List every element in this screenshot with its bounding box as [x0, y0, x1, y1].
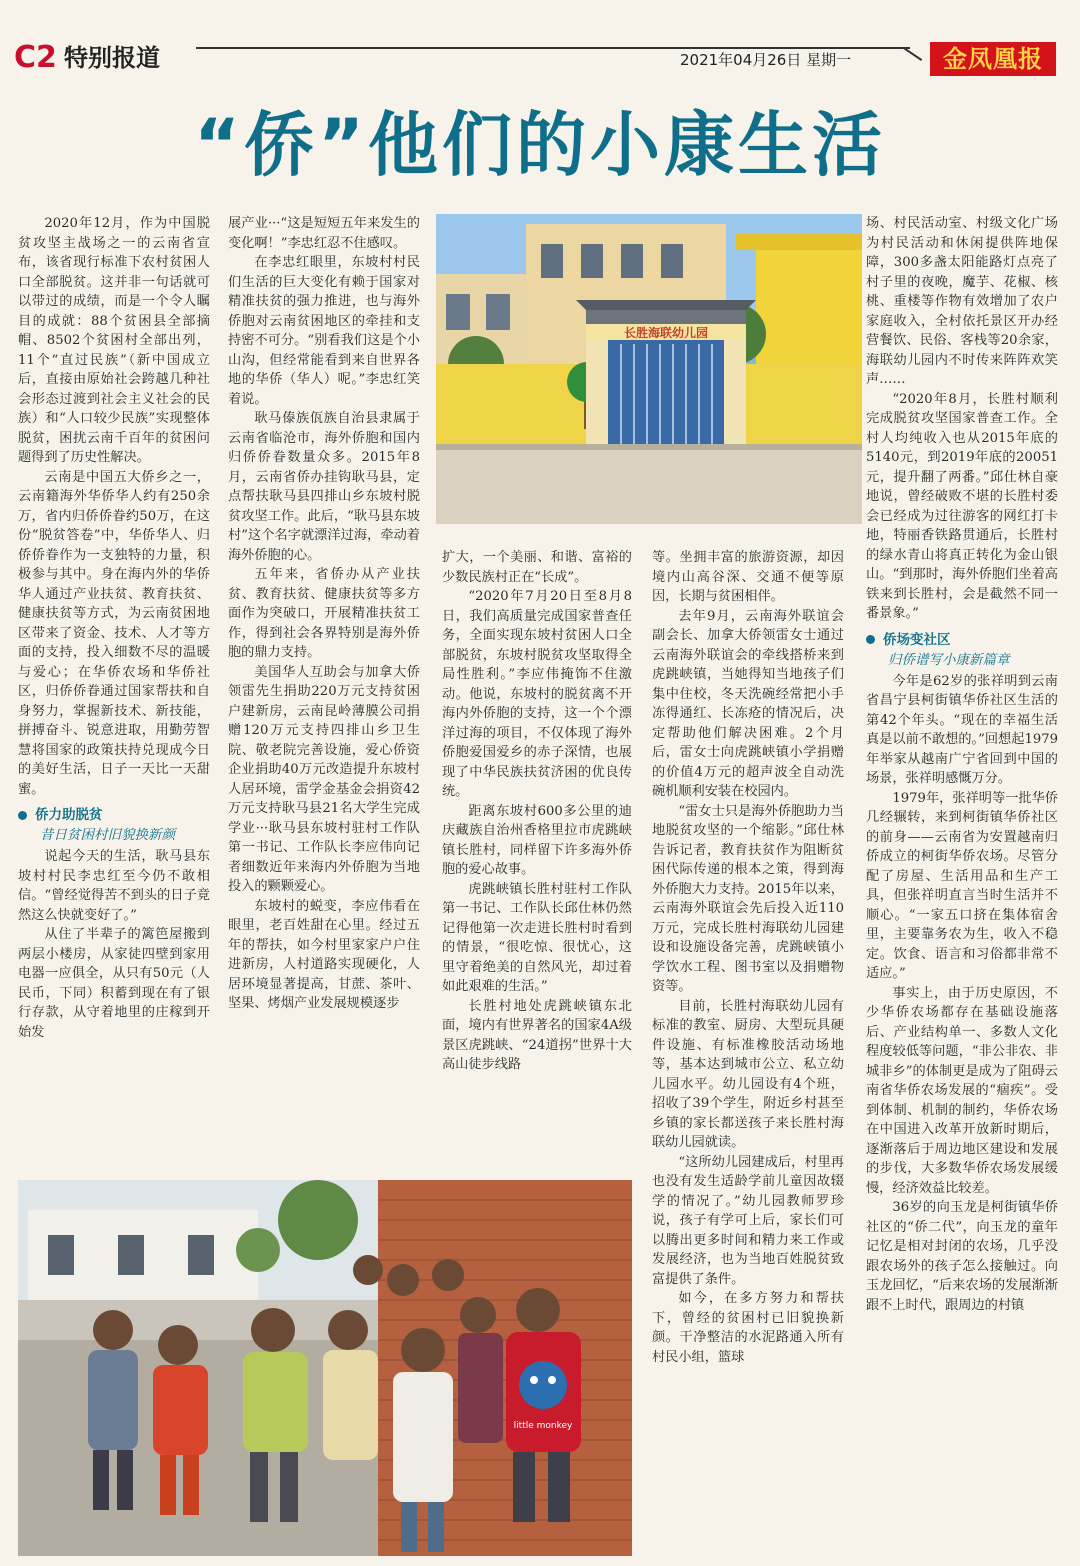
subhead-kicker [866, 630, 1058, 650]
column-4 [652, 548, 844, 1544]
paragraph: 虎跳峡镇长胜村驻村工作队第一书记、工作队长邱仕林仍然记得他第一次走进长胜村时看到的情景，“很吃惊、很忧心，这里守着绝美的自然风光，却过着如此艰难的生活。” [442, 881, 632, 994]
bullet-dot-icon [866, 635, 875, 644]
column-5 [866, 214, 1058, 1544]
paragraph: “2020年8月，长胜村顺利完成脱贫攻坚国家普查工作。全村人均纯收入也从2015年底的5140元，到2019年底的20051元，提升翻了两番。”邱仕林自豪地说，曾经破败不堪的长胜村委会已经成为过往游客的网红打卡地，特丽香铁路贯通后，长胜村的绿水青山将真正转化为金山银山。“到那时，海外侨胞们坐着高铁来到长胜村，会是截然不同一番景象。” [866, 391, 1058, 621]
paragraph: 1979年，张祥明等一批华侨几经辗转，来到柯街镇华侨社区的前身——云南省为安置越南归侨成立的柯街华侨农场。尽管分配了房屋、生活用品和生产工具，但张祥明直言当时生活并不顺心。“一家五口挤在集体宿舍里，主要靠务农为生，收入不稳定。饮食、语言和习俗都非常不适应。” [866, 790, 1058, 981]
paragraph: 目前，长胜村海联幼儿园有标准的教室、厨房、大型玩具硬件设施、有标准橡胶活动场地等，基本达到城市公立、私立幼儿园水平。幼儿园设有4个班，招收了39个学生，附近乡村甚至乡镇的家长都送孩子来长胜村海联幼儿园就读。 [652, 998, 844, 1150]
paragraph: 云南是中国五大侨乡之一，云南籍海外华侨华人约有250余万，省内归侨侨眷约50万，在这份“脱贫答卷”中，华侨华人、归侨侨眷作为一支独特的力量，积极参与其中。身在海内外的华侨华人通过产业扶贫、教育扶贫、健康扶贫等方式，为云南贫困地区带来了资金、技术、人才等方面的支持，投入细数不尽的温暖与爱心；在华侨农场和华侨社区，归侨侨眷通过国家帮扶和自身努力，掌握新技术、新技能，拼搏奋斗、锐意进取，用勤劳智慧将国家的政策扶持兑现成今日的美好生活，日子一天比一天甜蜜。 [18, 469, 210, 797]
paragraph: 美国华人互助会与加拿大侨领雷先生捐助220万元支持贫困户建新房，云南昆岭薄膜公司捐赠120万元支持四排山乡卫生院、敬老院完善设施，爱心侨资企业捐助40万元改造提升东坡村人居环境，雷学金基金会捐资42万元支持耿马县21名大学生完成学业···耿马县东坡村驻村工作队第一书记、工作队长李应伟向记者细数近年来海内外侨胞为当地投入的颗颗爱心。 [228, 664, 420, 894]
subhead-block [18, 805, 210, 845]
paragraph: 五年来，省侨办从产业扶贫、教育扶贫、健康扶贫等多方面作为突破口，开展精准扶贫工作，得到社会各界特别是海外侨胞的鼎力支持。 [228, 567, 420, 660]
paragraph: 今年是62岁的张祥明到云南省昌宁县柯街镇华侨社区生活的第42个年头。“现在的幸福生活真是以前不敢想的。”回想起1979年举家从越南广宁省回到中国的场景，张祥明感慨万分。 [866, 673, 1058, 786]
section-title: 特别报道 [64, 44, 160, 72]
paragraph: 东坡村的蜕变，李应伟看在眼里，老百姓甜在心里。经过五年的帮扶，如今村里家家户户住进新房，人村道路实现硬化，人居环境显著提高，甘蔗、茶叶、坚果、烤烟产业发展规模逐步 [228, 898, 420, 1011]
paragraph: “2020年7月20日至8月8日，我们高质量完成国家普查任务，全面实现东坡村贫困人口全部脱贫，东坡村脱贫攻坚取得全局性胜利。”李应伟掩饰不住激动。他说，东坡村的脱贫离不开海内外侨胞的支持，这一个个漂洋过海的项目，不仅体现了海外侨胞爱国爱乡的赤子深情，也展现了中华民族扶贫济困的优良传统。 [442, 589, 632, 799]
paragraph: 如今，在多方努力和帮扶下，曾经的贫困村已旧貌换新颜。干净整洁的水泥路通入所有村民小组，篮球 [652, 1291, 844, 1365]
paragraph: 事实上，由于历史原因，不少华侨农场都存在基础设施落后、产业结构单一、多数人文化程度较低等问题，“非公非农、非城非乡”的体制更是成为了阻碍云南省华侨农场发展的“痼疾”。受到体制、机制的制约，华侨农场在中国进入改革开放新时期后，逐渐落后于周边地区建设和发展的步伐，大多数华侨农场发展缓慢，经济效益比较差。 [866, 985, 1058, 1196]
bullet-dot-icon [18, 811, 27, 820]
subhead-kicker-text: 侨力助脱贫 [35, 807, 103, 823]
subhead-kicker [18, 805, 210, 825]
header-rule [196, 47, 910, 49]
paragraph: 2020年12月，作为中国脱贫攻坚主战场之一的云南省宣布，该省现行标准下农村贫困人口全部脱贫。这并非一句话就可以带过的成绩，而是一个令人瞩目的成就：88个贫困县全部摘帽、8502个贫困村全部出列，11个“直过民族”（新中国成立后，直接由原始社会跨越几种社会形态过渡到社会主义社会的民族）和“人口较少民族”实现整体脱贫，困扰云南千百年的贫困问题得到了历史性解决。 [18, 216, 210, 465]
paragraph: 耿马傣族佤族自治县隶属于云南省临沧市，海外侨胞和国内归侨侨眷数量众多。2015年8月，云南省侨办挂钩耿马县，定点帮扶耿马县四排山乡东坡村脱贫攻坚工作。此后，“耿马县东坡村”这个名字就漂洋过海，牵动着海外侨胞的心。 [228, 411, 420, 563]
paragraph: 距离东坡村600多公里的迪庆藏族自治州香格里拉市虎跳峡镇长胜村，同样留下许多海外侨胞的爱心故事。 [442, 803, 632, 877]
masthead-logo: 金凤凰报 [930, 42, 1056, 76]
paragraph: 扩大，一个美丽、和谐、富裕的少数民族村正在“长成”。 [442, 550, 632, 585]
subhead-kicker-text: 侨场变社区 [883, 631, 951, 648]
paragraph: “雷女士只是海外侨胞助力当地脱贫攻坚的一个缩影。”邱仕林告诉记者，教育扶贫作为阻断贫困代际传递的根本之策，得到海外侨胞大力支持。2015年以来，云南海外联谊会先后投入近110万元，完成长胜村海联幼儿园建设和设施设备完善，虎跳峡镇小学饮水工程、图书室以及捐赠物资等。 [652, 803, 844, 994]
column-3 [442, 548, 632, 1160]
paragraph: 长胜村地处虎跳峡镇东北面，境内有世界著名的国家4A级景区虎跳峡、“24道拐”世界十大高山徒步线路 [442, 998, 632, 1072]
article-headline: “侨”他们的小康生活 [193, 104, 886, 186]
subhead-block [866, 630, 1058, 670]
page-number: C2 [14, 40, 57, 75]
paragraph: 展产业···“这是短短五年来发生的变化啊！”李忠红忍不住感叹。 [228, 216, 420, 251]
paragraph: 场、村民活动室、村级文化广场为村民活动和休闲提供阵地保障，300多盏太阳能路灯点亮了村子里的夜晚，魔芋、花椒、核桃、重楼等作物有效增加了农户家庭收入，全村依托景区开办经营餐饮、民俗、客栈等20余家，海联幼儿园内不时传来阵阵欢笑声…… [866, 216, 1058, 387]
paragraph: “这所幼儿园建成后，村里再也没有发生适龄学前儿童因故辍学的情况了。”幼儿园教师罗珍说，孩子有学可上后，家长们可以腾出更多时间和精力来工作或发展经济，也为当地百姓脱贫致富提供了条件。 [652, 1154, 844, 1287]
paragraph: 说起今天的生活，耿马县东坡村村民李忠红至今仍不敢相信。“曾经觉得苦不到头的日子竟然这么快就变好了。” [18, 849, 210, 923]
paragraph: 36岁的向玉龙是柯街镇华侨社区的“侨二代”，向玉龙的童年记忆是相对封闭的农场，几乎没跟农场外的孩子怎么接触过。向玉龙回忆，“后来农场的发展渐渐跟不上时代，跟周边的村镇 [866, 1200, 1058, 1313]
paragraph: 去年9月，云南海外联谊会副会长、加拿大侨领雷女士通过云南海外联谊会的牵线搭桥来到虎跳峡镇，当她得知当地孩子们集中住校，冬天洗碗经常把小手冻得通红、长冻疮的情况后，决定帮助他们解决困难。2个月后，雷女士向虎跳峡镇小学捐赠的价值4万元的超声波全自动洗碗机顺利安装在校园内。 [652, 608, 844, 799]
kindergarten-photo [436, 214, 862, 524]
subhead-title: 昔日贫困村旧貌换新颜 [40, 827, 175, 843]
signboard-text: 长胜海联幼儿园 [623, 326, 709, 340]
header-rule-slant [903, 47, 922, 61]
column-2 [228, 214, 420, 1160]
paragraph: 从住了半辈子的篱笆屋搬到两层小楼房，从家徒四壁到家用电器一应俱全，从只有50元（人民币，下同）积蓄到现在有了银行存款，从守着地里的庄稼到开始发 [18, 927, 210, 1040]
children-photo [18, 1180, 632, 1556]
subhead-title: 归侨谱写小康新篇章 [888, 651, 1010, 668]
paragraph: 在李忠红眼里，东坡村村民们生活的巨大变化有赖于国家对精准扶贫的强力推进，也与海外侨胞对云南贫困地区的牵挂和支持密不可分。“别看我们这是个小山沟，但经常能看到来自世界各地的华侨（华人）呢。”李忠红笑着说。 [228, 255, 420, 407]
issue-date: 2021年04月26日 星期一 [680, 51, 852, 69]
paragraph: 等。坐拥丰富的旅游资源，却因境内山高谷深、交通不便等原因，长期与贫困相伴。 [652, 550, 844, 604]
shirt-text: little monkey [513, 1421, 573, 1431]
